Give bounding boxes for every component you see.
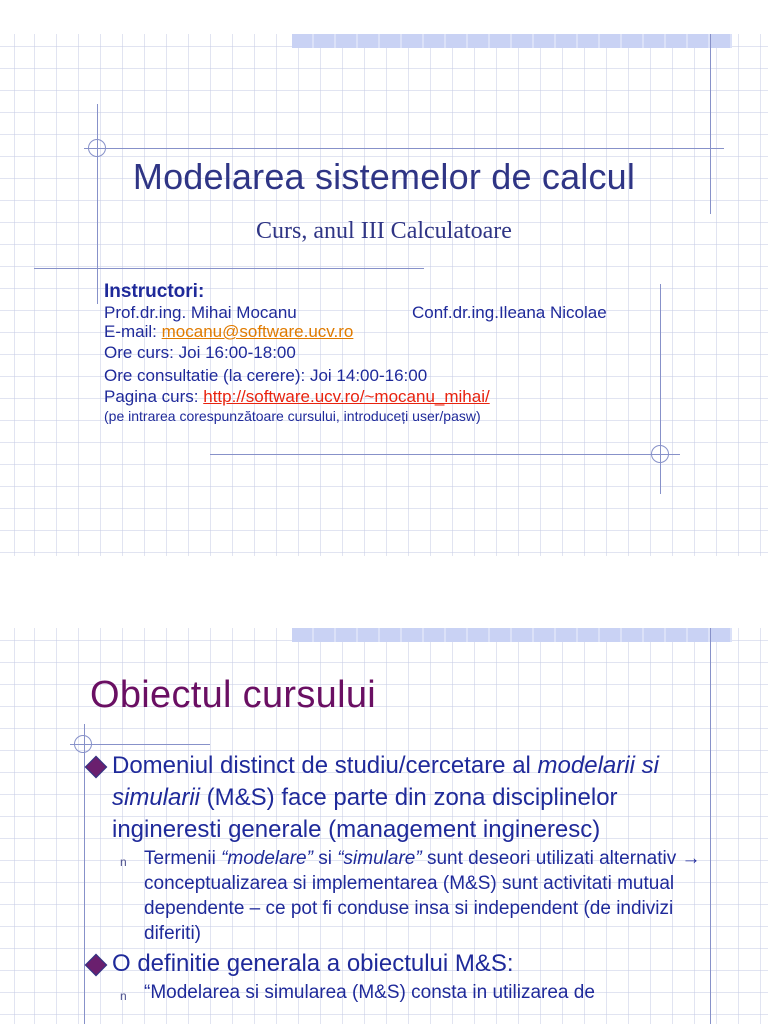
diamond-bullet-icon: [85, 954, 108, 977]
crosshair-icon: [651, 445, 669, 463]
sub-bullet-1: n Termenii “modelare” si “simulare” sunt deseori utilizati alternativ → conceptualizarea si implementarea (M&S) sunt activitati mutual dependente – ce pot fi conduse insa si independent (de indivizi diferiti): [120, 848, 701, 944]
email-label: E-mail:: [104, 322, 162, 341]
page-link[interactable]: http://software.ucv.ro/~mocanu_mihai/: [203, 387, 490, 406]
slide-title: Obiectul cursului: [90, 674, 376, 716]
diamond-bullet-icon: [85, 756, 108, 779]
sub-bullet-2: n “Modelarea si simularea (M&S) consta in utilizarea de: [86, 980, 726, 1005]
sub-bullet-marker: n: [120, 855, 127, 869]
decor-line: [34, 268, 424, 269]
email-link[interactable]: mocanu@software.ucv.ro: [161, 322, 354, 341]
decor-line: [84, 724, 85, 1024]
access-note: (pe intrarea corespunzătoare cursului, introduceți user/pasw): [104, 408, 481, 424]
instructors-row: [104, 303, 704, 322]
decor-line: [210, 454, 680, 455]
slide-title: Modelarea sistemelor de calcul: [132, 156, 636, 197]
email-row: [104, 322, 704, 341]
decor-line: [97, 104, 98, 304]
crosshair-icon: [88, 139, 106, 157]
course-hours: Ore curs: Joi 16:00-18:00: [104, 343, 296, 362]
instructor-2: Conf.dr.ing.Ileana Nicolae: [412, 303, 607, 322]
slide-1: [0, 34, 768, 556]
slide-subtitle: Curs, anul III Calculatoare: [256, 218, 512, 244]
page-label: Pagina curs:: [104, 387, 204, 406]
instructors-label: Instructori:: [104, 281, 205, 302]
bullet-1: Domeniul distinct de studiu/cercetare al modelarii si simularii (M&S) face parte din zona disciplinelor ingineresti generale (management ingineresc): [86, 750, 726, 846]
consult-hours: Ore consultatie (la cerere): Joi 14:00-16:00: [104, 366, 428, 385]
decor-line: [84, 148, 724, 149]
course-info: [104, 280, 704, 426]
decorative-top-bar: [292, 628, 732, 642]
sub-bullet-marker: n: [120, 989, 127, 1003]
page-row: [104, 387, 704, 406]
instructor-1: Prof.dr.ing. Mihai Mocanu: [104, 303, 297, 322]
decorative-top-bar: [292, 34, 732, 48]
slide-body: [86, 750, 726, 1005]
slide-2: [0, 628, 768, 1024]
bullet-2: O definitie generala a obiectului M&S:: [86, 948, 726, 980]
